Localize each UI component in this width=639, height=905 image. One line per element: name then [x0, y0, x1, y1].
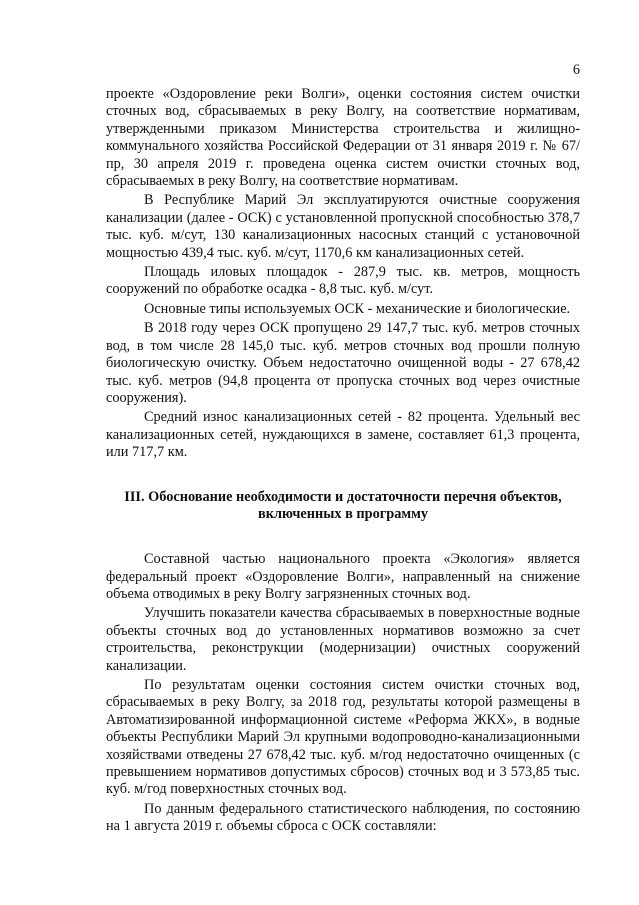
paragraph-osk-capacity: В Республике Марий Эл эксплуатируются очистные сооружения канализации (далее - ОСК) с установленной пропускной способностью 378,7 тыс. куб. м/сут, 130 канализационных насосных станций с установочной мощностью 439,4 тыс. куб. м/сут, 1170,6 км канализационных сетей.: [106, 192, 580, 261]
paragraph-improve-quality: Улучшить показатели качества сбрасываемых в поверхностные водные объекты сточных вод до установленных нормативов возможно за счет строительства, реконструкции (модернизации) очистных сооружений канализации.: [106, 605, 580, 674]
paragraph-assessment-results: По результатам оценки состояния систем очистки сточных вод, сбрасываемых в реку Волгу, за 2018 год, результаты которой размещены в Автоматизированной информационной системе «Реформа ЖКХ», в водные объекты Республики Марий Эл крупными водопроводно-канализационными хозяйствами отведены 27 678,42 тыс. куб. м/год недостаточно очищенных (с превышением нормативов допустимых сбросов) сточных вод и 3 573,85 тыс. куб. м/год поверхностных сточных вод.: [106, 676, 580, 798]
paragraph-network-wear: Средний износ канализационных сетей - 82 процента. Удельный вес канализационных сетей, нуждающихся в замене, составляет 61,3 процента, или 717,7 км.: [106, 409, 580, 461]
page-number: 6: [572, 62, 580, 78]
paragraph-continuation: проекте «Оздоровление реки Волги», оценки состояния систем очистки сточных вод, сбрасываемых в реку Волгу, на соответствие нормативам, утвержденными приказом Министерства строительства и жилищно-коммунального хозяйства Российской Федерации от 31 января 2019 г. № 67/пр, 30 апреля 2019 г. проведена оценка систем очистки сточных вод, сбрасываемых в реку Волгу, на соответствие нормативам.: [106, 86, 580, 190]
paragraph-sludge-area: Площадь иловых площадок - 287,9 тыс. кв. метров, мощность сооружений по обработке осадка - 8,8 тыс. куб. м/сут.: [106, 264, 580, 298]
paragraph-osk-types: Основные типы используемых ОСК - механические и биологические.: [144, 300, 571, 317]
paragraph-2018-volume: В 2018 году через ОСК пропущено 29 147,7 тыс. куб. метров сточных вод, в том числе 28 145,0 тыс. куб. метров сточных вод прошли полную биологическую очистку. Объем недостаточно очищенной воды - 27 678,42 тыс. куб. метров (94,8 процента от пропуска сточных вод через очистные сооружения).: [106, 320, 580, 406]
paragraph-national-project: Составной частью национального проекта «Экология» является федеральный проект «Оздоровление Волги», направленный на снижение объема отводимых в реку Волгу загрязненных сточных вод.: [106, 551, 580, 602]
document-body: [106, 86, 580, 836]
paragraph-statistics: По данным федерального статистического наблюдения, по состоянию на 1 августа 2019 г. объемы сброса с ОСК составляли:: [106, 800, 580, 835]
section-heading: III. Обоснование необходимости и достаточности перечня объектов, включенных в программу: [124, 488, 562, 523]
